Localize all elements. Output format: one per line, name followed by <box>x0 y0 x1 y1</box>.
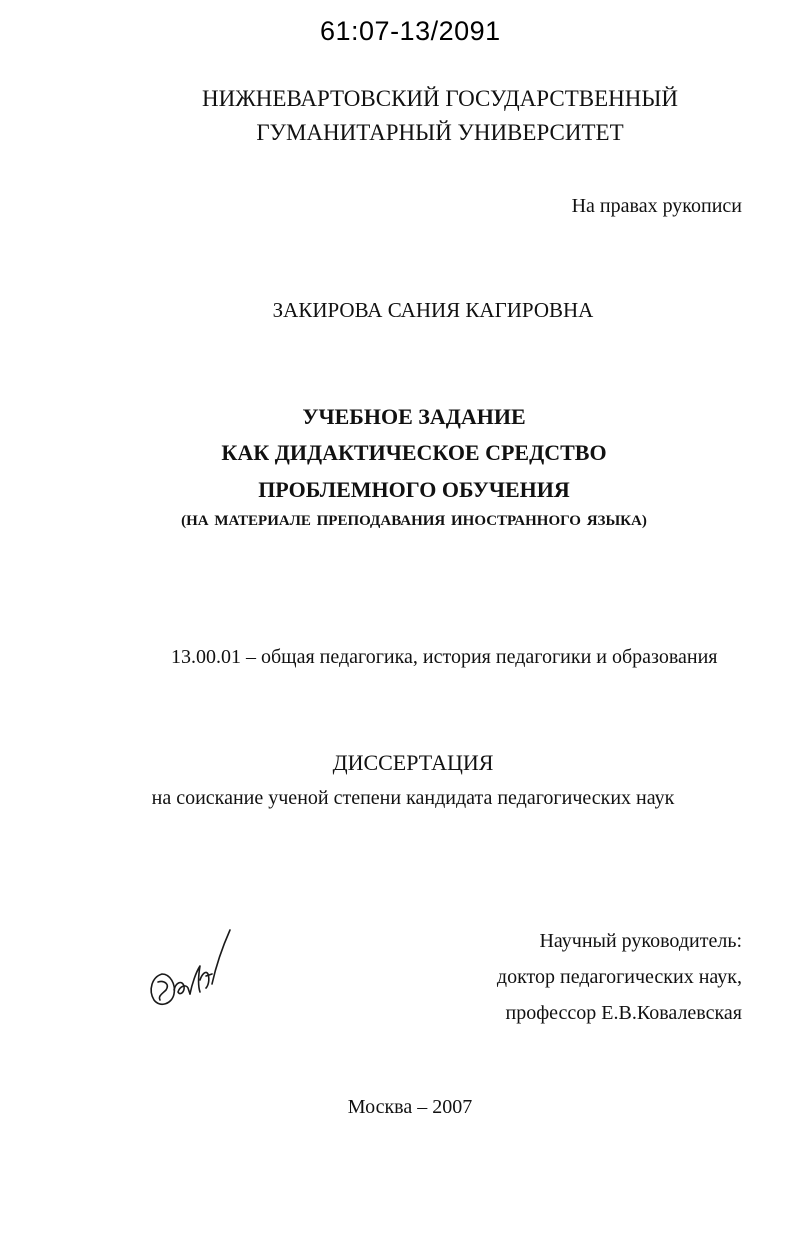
city-year: Москва – 2007 <box>347 1096 473 1118</box>
rights-note: На правах рукописи <box>571 195 742 217</box>
advisor-degree: доктор педагогических наук, <box>496 966 742 988</box>
archive-stamp-number: 61:07-13/2091 <box>320 16 501 46</box>
university-name-line1: НИЖНЕВАРТОВСКИЙ ГОСУДАРСТВЕННЫЙ <box>201 86 679 111</box>
handwritten-signature <box>140 922 240 1022</box>
author-name: ЗАКИРОВА САНИЯ КАГИРОВНА <box>272 298 594 322</box>
title-subtitle: (НА МАТЕРИАЛЕ ПРЕПОДАВАНИЯ ИНОСТРАННОГО ЯЗЫКА) <box>181 513 647 529</box>
dissertation-purpose: на соискание ученой степени кандидата педагогических наук <box>151 787 675 809</box>
title-line1: УЧЕБНОЕ ЗАДАНИЕ <box>302 404 526 429</box>
university-name-line2: ГУМАНИТАРНЫЙ УНИВЕРСИТЕТ <box>256 120 624 145</box>
title-line3: ПРОБЛЕМНОГО ОБУЧЕНИЯ <box>258 477 570 502</box>
advisor-name: профессор Е.В.Ковалевская <box>505 1002 742 1024</box>
specialty-code: 13.00.01 – общая педагогика, история педагогики и образования <box>171 646 718 668</box>
advisor-heading: Научный руководитель: <box>539 930 742 952</box>
title-line2: КАК ДИДАКТИЧЕСКОЕ СРЕДСТВО <box>221 440 607 465</box>
dissertation-label: ДИССЕРТАЦИЯ <box>332 750 494 775</box>
